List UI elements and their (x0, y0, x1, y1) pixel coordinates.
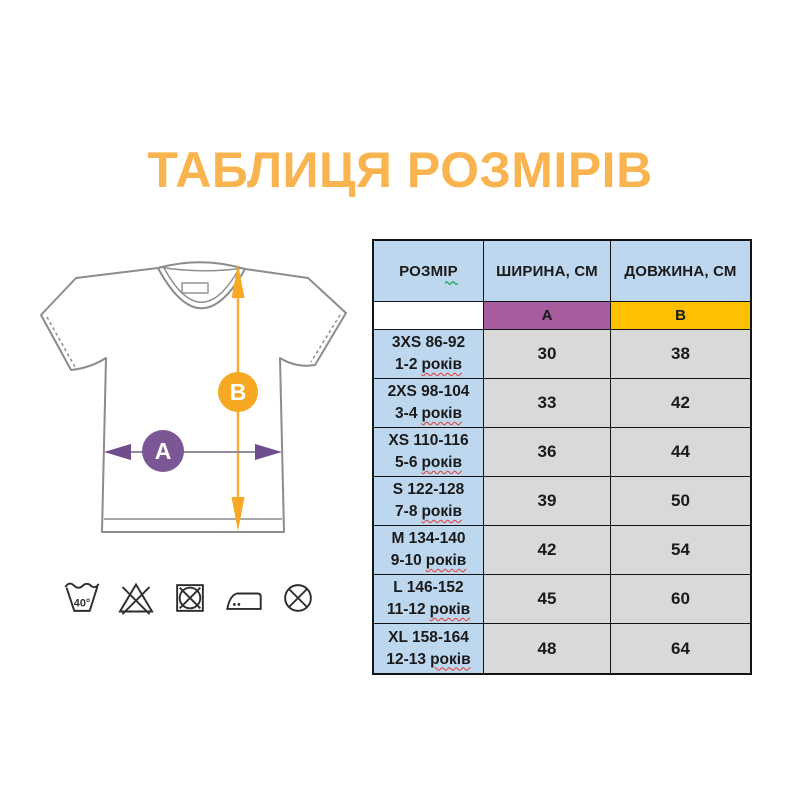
size-cell: S 122-128 7-8 років (374, 477, 484, 526)
tshirt-outline (41, 262, 346, 532)
size-cell: XL 158-164 12-13 років (374, 624, 484, 673)
care-symbols (64, 580, 316, 616)
do-not-dry-clean-icon (280, 580, 316, 616)
header-length-cell: ДОВЖИНА, СМ (611, 241, 750, 302)
size-cell: 3XS 86-92 1-2 років (374, 330, 484, 379)
width-value-cell: 45 (484, 575, 611, 624)
width-value-cell: 48 (484, 624, 611, 673)
width-value-cell: 33 (484, 379, 611, 428)
size-cell: XS 110-116 5-6 років (374, 428, 484, 477)
a-badge-label: A (154, 438, 172, 464)
svg-text:40°: 40° (73, 597, 91, 610)
wash-40-icon (64, 580, 100, 616)
width-value-cell: 36 (484, 428, 611, 477)
header-width-cell: ШИРИНА, СМ (484, 241, 611, 302)
tshirt-diagram (38, 252, 354, 542)
spellcheck-squiggle-icon (445, 280, 458, 285)
size-cell: M 134-140 9-10 років (374, 526, 484, 575)
header-size-label: РОЗМІР (399, 262, 458, 280)
size-table (372, 239, 752, 675)
length-value-cell: 38 (611, 330, 750, 379)
col-b-cell: B (611, 302, 750, 330)
length-value-cell: 42 (611, 379, 750, 428)
do-not-bleach-icon (118, 580, 154, 616)
do-not-tumble-dry-icon (172, 580, 208, 616)
ab-empty-cell (374, 302, 484, 330)
b-badge-label: B (229, 379, 247, 405)
width-value-cell: 30 (484, 330, 611, 379)
size-cell: 2XS 98-104 3-4 років (374, 379, 484, 428)
tshirt-illustration (38, 252, 354, 542)
length-value-cell: 44 (611, 428, 750, 477)
length-value-cell: 64 (611, 624, 750, 673)
col-a-cell: A (484, 302, 611, 330)
length-value-cell: 60 (611, 575, 750, 624)
size-cell: L 146-152 11-12 років (374, 575, 484, 624)
iron-icon (226, 580, 262, 616)
page-title: ТАБЛИЦЯ РОЗМІРІВ (147, 142, 653, 198)
length-value-cell: 50 (611, 477, 750, 526)
header-size-cell (374, 241, 484, 302)
width-value-cell: 42 (484, 526, 611, 575)
width-value-cell: 39 (484, 477, 611, 526)
length-value-cell: 54 (611, 526, 750, 575)
neck-label (182, 283, 208, 293)
